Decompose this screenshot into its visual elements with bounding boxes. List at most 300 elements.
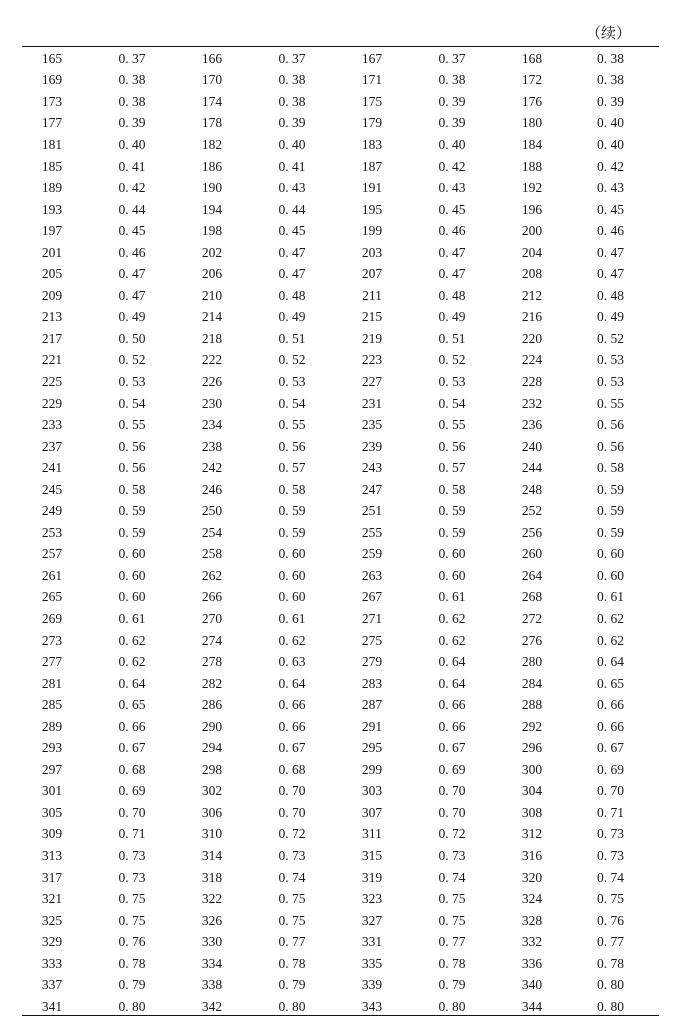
table-row bbox=[22, 285, 659, 307]
table-cell-key: 311 bbox=[362, 826, 382, 842]
table-cell-key: 313 bbox=[41, 848, 63, 863]
table-cell-key: 255 bbox=[361, 524, 383, 540]
table-cell-key: 278 bbox=[201, 654, 223, 670]
table-row bbox=[22, 544, 659, 566]
table-row bbox=[22, 500, 659, 522]
table-cell-key: 328 bbox=[521, 912, 543, 928]
table-row bbox=[22, 328, 659, 350]
table-row bbox=[22, 371, 659, 393]
table-cell-key: 317 bbox=[41, 869, 63, 885]
table-cell-value: 0. 53 bbox=[278, 373, 306, 389]
table-cell-key: 208 bbox=[521, 266, 543, 282]
table-cell-value: 0. 60 bbox=[438, 567, 466, 583]
table-cell-key: 180 bbox=[521, 115, 543, 131]
table-cell-value: 0. 62 bbox=[118, 654, 146, 670]
table-cell-value: 0. 47 bbox=[597, 266, 624, 282]
table-cell-key: 288 bbox=[521, 697, 543, 713]
table-cell-key: 301 bbox=[41, 783, 63, 799]
table-cell-value: 0. 45 bbox=[597, 201, 624, 217]
table-cell-key: 209 bbox=[41, 287, 63, 303]
table-cell-value: 0. 60 bbox=[118, 589, 146, 605]
table-cell-value: 0. 63 bbox=[278, 654, 306, 670]
table-cell-value: 0. 71 bbox=[118, 826, 146, 842]
table-cell-key: 291 bbox=[361, 718, 383, 734]
table-cell-key: 248 bbox=[521, 481, 543, 497]
table-cell-key: 284 bbox=[521, 675, 543, 691]
table-cell-key: 257 bbox=[41, 546, 63, 562]
table-row bbox=[22, 522, 659, 544]
table-cell-value: 0. 43 bbox=[438, 180, 466, 196]
table-cell-value: 0. 38 bbox=[597, 50, 624, 66]
table-cell-value: 0. 59 bbox=[597, 481, 624, 497]
table-cell-key: 309 bbox=[41, 826, 63, 842]
table-cell-key: 276 bbox=[521, 632, 543, 648]
table-cell-key: 331 bbox=[361, 934, 383, 950]
table-cell-value: 0. 46 bbox=[118, 244, 146, 260]
table-cell-value: 0. 69 bbox=[118, 783, 146, 799]
table-cell-key: 174 bbox=[201, 93, 223, 109]
table-cell-value: 0. 43 bbox=[278, 180, 306, 196]
table-cell-value: 0. 60 bbox=[118, 546, 146, 562]
table-cell-key: 196 bbox=[521, 201, 543, 217]
table-cell-key: 227 bbox=[361, 373, 383, 389]
table-cell-key: 233 bbox=[41, 417, 63, 433]
table-cell-key: 176 bbox=[521, 93, 543, 109]
table-cell-key: 335 bbox=[361, 955, 383, 971]
table-cell-key: 230 bbox=[201, 395, 223, 411]
table-cell-key: 202 bbox=[201, 244, 223, 260]
table-cell-value: 0. 60 bbox=[118, 567, 146, 583]
table-cell-key: 344 bbox=[521, 998, 543, 1014]
table-cell-value: 0. 66 bbox=[278, 697, 306, 713]
table-row bbox=[22, 845, 659, 867]
table-cell-value: 0. 77 bbox=[438, 934, 466, 950]
table-cell-value: 0. 48 bbox=[597, 287, 624, 303]
table-cell-key: 236 bbox=[521, 417, 543, 433]
table-row bbox=[22, 694, 659, 716]
table-cell-key: 193 bbox=[41, 201, 63, 217]
table-row bbox=[22, 242, 659, 264]
table-cell-key: 271 bbox=[361, 610, 383, 626]
table-cell-value: 0. 70 bbox=[438, 804, 466, 820]
table-cell-key: 334 bbox=[201, 955, 223, 971]
table-cell-value: 0. 61 bbox=[118, 610, 146, 626]
table-cell-key: 262 bbox=[201, 567, 223, 583]
table-cell-key: 172 bbox=[521, 72, 543, 88]
table-cell-key: 232 bbox=[521, 395, 543, 411]
table-cell-key: 338 bbox=[201, 977, 223, 993]
table-cell-value: 0. 70 bbox=[278, 804, 306, 820]
table-cell-key: 194 bbox=[201, 201, 223, 217]
table-cell-value: 0. 56 bbox=[597, 438, 624, 454]
table-cell-key: 235 bbox=[361, 417, 383, 433]
table-cell-key: 286 bbox=[201, 697, 223, 713]
table-cell-value: 0. 58 bbox=[118, 481, 146, 497]
table-cell-key: 244 bbox=[521, 460, 543, 476]
table-cell-value: 0. 78 bbox=[438, 955, 466, 971]
table-cell-value: 0. 64 bbox=[278, 675, 306, 691]
table-cell-key: 239 bbox=[361, 438, 383, 454]
table-cell-key: 199 bbox=[361, 223, 383, 239]
table-cell-value: 0. 59 bbox=[438, 524, 466, 540]
table-row bbox=[22, 716, 659, 738]
table-row bbox=[22, 414, 659, 436]
table-cell-value: 0. 40 bbox=[438, 136, 466, 152]
table-cell-key: 302 bbox=[201, 783, 223, 799]
table-cell-key: 296 bbox=[521, 740, 543, 756]
table-cell-value: 0. 56 bbox=[118, 438, 146, 454]
table-cell-value: 0. 38 bbox=[118, 93, 146, 109]
table-row bbox=[22, 673, 659, 695]
table-cell-key: 242 bbox=[201, 460, 223, 476]
table-cell-key: 228 bbox=[521, 373, 543, 389]
table-cell-key: 197 bbox=[41, 223, 63, 239]
table-cell-value: 0. 39 bbox=[438, 93, 466, 109]
table-cell-value: 0. 72 bbox=[438, 826, 466, 842]
table-cell-value: 0. 61 bbox=[278, 610, 306, 626]
table-cell-key: 261 bbox=[41, 567, 63, 583]
table-cell-value: 0. 66 bbox=[438, 697, 466, 713]
table-cell-key: 246 bbox=[201, 481, 223, 497]
table-cell-key: 186 bbox=[201, 158, 223, 174]
table-cell-key: 312 bbox=[521, 826, 543, 842]
table-cell-key: 290 bbox=[201, 718, 223, 734]
table-cell-value: 0. 45 bbox=[278, 223, 306, 239]
table-cell-key: 259 bbox=[361, 546, 383, 562]
table-cell-value: 0. 58 bbox=[438, 481, 466, 497]
table-row bbox=[22, 781, 659, 803]
table-cell-value: 0. 48 bbox=[438, 287, 466, 303]
table-cell-value: 0. 38 bbox=[118, 72, 146, 88]
table-cell-value: 0. 49 bbox=[597, 309, 624, 325]
table-cell-key: 201 bbox=[41, 244, 63, 260]
table-row bbox=[22, 802, 659, 824]
table-cell-key: 241 bbox=[41, 460, 63, 476]
table-row bbox=[22, 307, 659, 329]
table-cell-key: 256 bbox=[521, 524, 543, 540]
table-cell-value: 0. 54 bbox=[278, 395, 306, 411]
table-cell-value: 0. 60 bbox=[597, 546, 624, 562]
table-cell-key: 234 bbox=[201, 417, 223, 433]
table-row bbox=[22, 91, 659, 113]
table-cell-key: 222 bbox=[201, 352, 223, 368]
table-cell-value: 0. 60 bbox=[278, 567, 306, 583]
table-cell-key: 340 bbox=[521, 977, 543, 993]
table-cell-value: 0. 49 bbox=[278, 309, 306, 325]
table-cell-key: 264 bbox=[521, 567, 543, 583]
table-cell-key: 192 bbox=[521, 180, 543, 196]
table-cell-key: 169 bbox=[41, 72, 63, 88]
table-cell-key: 298 bbox=[201, 761, 223, 777]
table-cell-value: 0. 59 bbox=[118, 503, 146, 519]
table-row bbox=[22, 113, 659, 135]
table-cell-key: 342 bbox=[201, 998, 223, 1014]
table-cell-key: 166 bbox=[201, 50, 223, 66]
table-cell-value: 0. 73 bbox=[118, 869, 146, 885]
table-cell-value: 0. 67 bbox=[597, 740, 624, 756]
table-cell-value: 0. 70 bbox=[278, 783, 306, 799]
table-cell-value: 0. 39 bbox=[118, 115, 146, 131]
table-cell-key: 258 bbox=[201, 546, 223, 562]
table-cell-key: 339 bbox=[361, 977, 383, 993]
table-cell-value: 0. 50 bbox=[118, 330, 146, 346]
table-cell-key: 330 bbox=[201, 934, 223, 950]
table-cell-value: 0. 61 bbox=[597, 589, 624, 605]
table-cell-key: 292 bbox=[521, 718, 543, 734]
table-cell-value: 0. 44 bbox=[118, 201, 146, 217]
table-cell-value: 0. 38 bbox=[438, 72, 466, 88]
table-cell-value: 0. 71 bbox=[597, 804, 624, 820]
table-cell-key: 211 bbox=[362, 287, 382, 303]
table-cell-value: 0. 73 bbox=[278, 848, 306, 863]
table-cell-key: 265 bbox=[41, 589, 63, 605]
table-cell-key: 307 bbox=[361, 804, 383, 820]
table-cell-key: 213 bbox=[41, 309, 63, 325]
table-cell-value: 0. 60 bbox=[438, 546, 466, 562]
table-cell-key: 327 bbox=[361, 912, 383, 928]
table-cell-value: 0. 59 bbox=[278, 503, 306, 519]
table-cell-key: 238 bbox=[201, 438, 223, 454]
table-cell-key: 252 bbox=[521, 503, 543, 519]
table-cell-value: 0. 65 bbox=[597, 675, 624, 691]
table-cell-value: 0. 79 bbox=[278, 977, 306, 993]
table-cell-key: 188 bbox=[521, 158, 543, 174]
table-cell-key: 223 bbox=[361, 352, 383, 368]
table-cell-value: 0. 74 bbox=[438, 869, 466, 885]
table-cell-key: 299 bbox=[361, 761, 383, 777]
table-cell-value: 0. 61 bbox=[438, 589, 466, 605]
table-cell-key: 268 bbox=[521, 589, 543, 605]
table-cell-value: 0. 68 bbox=[278, 761, 306, 777]
table-row bbox=[22, 759, 659, 781]
table-cell-key: 171 bbox=[361, 72, 383, 88]
table-cell-key: 218 bbox=[201, 330, 223, 346]
table-cell-value: 0. 70 bbox=[597, 783, 624, 799]
table-row bbox=[22, 134, 659, 156]
table-cell-value: 0. 75 bbox=[278, 912, 306, 928]
table-cell-key: 300 bbox=[521, 761, 543, 777]
table-cell-value: 0. 75 bbox=[118, 891, 146, 907]
table-cell-value: 0. 67 bbox=[438, 740, 466, 756]
table-cell-key: 187 bbox=[361, 158, 383, 174]
table-row bbox=[22, 436, 659, 458]
table-cell-value: 0. 54 bbox=[118, 395, 146, 411]
table-cell-value: 0. 40 bbox=[278, 136, 306, 152]
table-cell-key: 184 bbox=[521, 136, 543, 152]
table-cell-value: 0. 66 bbox=[278, 718, 306, 734]
table-cell-key: 315 bbox=[361, 848, 383, 863]
table-cell-value: 0. 60 bbox=[597, 567, 624, 583]
table-row bbox=[22, 867, 659, 889]
table-cell-value: 0. 73 bbox=[597, 826, 624, 842]
table-cell-key: 195 bbox=[361, 201, 383, 217]
table-cell-value: 0. 56 bbox=[118, 460, 146, 476]
table-cell-value: 0. 60 bbox=[278, 546, 306, 562]
table-cell-key: 219 bbox=[361, 330, 383, 346]
table-cell-value: 0. 38 bbox=[278, 93, 306, 109]
table-row bbox=[22, 910, 659, 932]
table-cell-key: 229 bbox=[41, 395, 63, 411]
table-row bbox=[22, 393, 659, 415]
table-cell-value: 0. 42 bbox=[438, 158, 466, 174]
data-table bbox=[22, 48, 659, 1018]
table-cell-value: 0. 49 bbox=[438, 309, 466, 325]
table-row bbox=[22, 738, 659, 760]
table-cell-value: 0. 66 bbox=[438, 718, 466, 734]
table-cell-value: 0. 56 bbox=[438, 438, 466, 454]
table-cell-value: 0. 75 bbox=[438, 912, 466, 928]
table-cell-value: 0. 56 bbox=[278, 438, 306, 454]
table-cell-value: 0. 69 bbox=[597, 761, 624, 777]
table-cell-key: 253 bbox=[41, 524, 63, 540]
table-cell-key: 212 bbox=[521, 287, 543, 303]
table-cell-key: 170 bbox=[201, 72, 223, 88]
table-cell-value: 0. 41 bbox=[278, 158, 306, 174]
table-cell-key: 263 bbox=[361, 567, 383, 583]
table-cell-value: 0. 62 bbox=[118, 632, 146, 648]
table-cell-value: 0. 78 bbox=[597, 955, 624, 971]
table-cell-key: 322 bbox=[201, 891, 223, 907]
table-cell-value: 0. 51 bbox=[438, 330, 466, 346]
table-cell-key: 295 bbox=[361, 740, 383, 756]
table-row bbox=[22, 931, 659, 953]
table-cell-value: 0. 73 bbox=[438, 848, 466, 863]
table-cell-value: 0. 79 bbox=[118, 977, 146, 993]
table-cell-value: 0. 53 bbox=[597, 352, 624, 368]
table-cell-key: 260 bbox=[521, 546, 543, 562]
table-cell-value: 0. 59 bbox=[597, 503, 624, 519]
table-cell-key: 280 bbox=[521, 654, 543, 670]
table-cell-key: 323 bbox=[361, 891, 383, 907]
table-cell-key: 221 bbox=[41, 352, 63, 368]
table-cell-value: 0. 52 bbox=[438, 352, 466, 368]
table-cell-key: 254 bbox=[201, 524, 223, 540]
table-cell-key: 275 bbox=[361, 632, 383, 648]
table-row bbox=[22, 824, 659, 846]
table-cell-key: 207 bbox=[361, 266, 383, 282]
table-cell-value: 0. 80 bbox=[118, 998, 146, 1014]
table-cell-value: 0. 42 bbox=[597, 158, 624, 174]
table-cell-value: 0. 78 bbox=[118, 955, 146, 971]
top-rule bbox=[22, 46, 659, 47]
table-cell-key: 343 bbox=[361, 998, 383, 1014]
table-cell-key: 215 bbox=[361, 309, 383, 325]
table-cell-value: 0. 47 bbox=[597, 244, 624, 260]
table-cell-value: 0. 47 bbox=[438, 244, 466, 260]
table-cell-value: 0. 47 bbox=[278, 266, 306, 282]
table-row bbox=[22, 350, 659, 372]
table-cell-value: 0. 80 bbox=[597, 977, 624, 993]
table-cell-value: 0. 41 bbox=[118, 158, 146, 174]
table-cell-key: 191 bbox=[361, 180, 383, 196]
table-cell-key: 168 bbox=[521, 50, 543, 66]
table-row bbox=[22, 177, 659, 199]
table-cell-key: 167 bbox=[361, 50, 383, 66]
table-cell-value: 0. 65 bbox=[118, 697, 146, 713]
table-row bbox=[22, 608, 659, 630]
table-cell-value: 0. 55 bbox=[278, 417, 306, 433]
table-cell-value: 0. 80 bbox=[597, 998, 624, 1014]
table-cell-value: 0. 46 bbox=[597, 223, 624, 239]
table-row bbox=[22, 888, 659, 910]
table-cell-key: 190 bbox=[201, 180, 223, 196]
table-cell-value: 0. 62 bbox=[438, 632, 466, 648]
table-cell-value: 0. 75 bbox=[438, 891, 466, 907]
table-cell-key: 216 bbox=[521, 309, 543, 325]
table-cell-key: 198 bbox=[201, 223, 223, 239]
table-cell-value: 0. 66 bbox=[118, 718, 146, 734]
continued-label: （续） bbox=[585, 26, 631, 42]
table-row bbox=[22, 70, 659, 92]
table-cell-value: 0. 69 bbox=[438, 761, 466, 777]
table-row bbox=[22, 479, 659, 501]
table-row bbox=[22, 457, 659, 479]
table-row bbox=[22, 48, 659, 70]
table-cell-value: 0. 58 bbox=[278, 481, 306, 497]
table-cell-value: 0. 76 bbox=[597, 912, 624, 928]
table-cell-value: 0. 39 bbox=[278, 115, 306, 131]
table-cell-key: 304 bbox=[521, 783, 543, 799]
table-cell-value: 0. 62 bbox=[278, 632, 306, 648]
table-cell-key: 324 bbox=[521, 891, 543, 907]
table-cell-key: 210 bbox=[201, 287, 223, 303]
table-cell-key: 185 bbox=[41, 158, 63, 174]
table-cell-key: 337 bbox=[41, 977, 63, 993]
table-cell-value: 0. 49 bbox=[118, 309, 146, 325]
table-cell-key: 269 bbox=[41, 610, 63, 626]
table-cell-value: 0. 72 bbox=[278, 826, 306, 842]
table-cell-value: 0. 80 bbox=[438, 998, 466, 1014]
table-cell-key: 329 bbox=[41, 934, 63, 950]
table-cell-value: 0. 47 bbox=[278, 244, 306, 260]
table-cell-key: 285 bbox=[41, 697, 63, 713]
table-cell-key: 165 bbox=[41, 50, 63, 66]
table-cell-key: 251 bbox=[361, 503, 383, 519]
table-cell-key: 181 bbox=[41, 136, 63, 152]
table-row bbox=[22, 156, 659, 178]
table-cell-key: 319 bbox=[361, 869, 383, 885]
table-cell-value: 0. 53 bbox=[597, 373, 624, 389]
table-cell-value: 0. 75 bbox=[278, 891, 306, 907]
table-cell-value: 0. 57 bbox=[438, 460, 466, 476]
table-cell-value: 0. 53 bbox=[438, 373, 466, 389]
table-cell-value: 0. 48 bbox=[278, 287, 306, 303]
table-cell-key: 326 bbox=[201, 912, 223, 928]
table-cell-value: 0. 39 bbox=[438, 115, 466, 131]
table-cell-key: 205 bbox=[41, 266, 63, 282]
table-cell-value: 0. 59 bbox=[278, 524, 306, 540]
table-row bbox=[22, 953, 659, 975]
table-cell-key: 305 bbox=[41, 804, 63, 820]
table-cell-value: 0. 40 bbox=[597, 115, 624, 131]
table-cell-key: 183 bbox=[361, 136, 383, 152]
table-cell-value: 0. 56 bbox=[597, 417, 624, 433]
table-cell-value: 0. 55 bbox=[118, 417, 146, 433]
table-cell-value: 0. 59 bbox=[118, 524, 146, 540]
table-cell-value: 0. 47 bbox=[118, 287, 146, 303]
table-cell-value: 0. 79 bbox=[438, 977, 466, 993]
table-cell-value: 0. 67 bbox=[278, 740, 306, 756]
table-cell-key: 308 bbox=[521, 804, 543, 820]
table-cell-value: 0. 42 bbox=[118, 180, 146, 196]
table-cell-value: 0. 62 bbox=[597, 632, 624, 648]
table-cell-key: 224 bbox=[521, 352, 543, 368]
table-cell-key: 204 bbox=[521, 244, 543, 260]
table-cell-value: 0. 52 bbox=[118, 352, 146, 368]
table-row bbox=[22, 975, 659, 997]
table-cell-value: 0. 52 bbox=[597, 330, 624, 346]
table-cell-key: 281 bbox=[41, 675, 63, 691]
